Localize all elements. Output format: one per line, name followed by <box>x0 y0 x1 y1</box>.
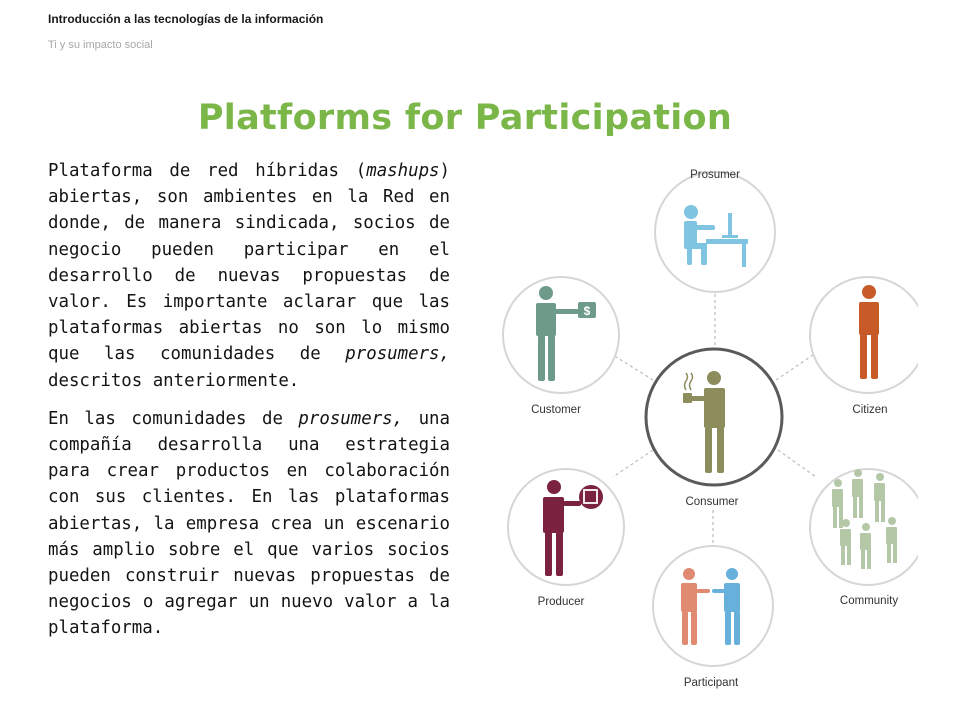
community-label: Community <box>839 595 899 607</box>
emphasized-term: prosumers, <box>345 344 450 365</box>
text-run: Plataforma de red híbridas ( <box>48 161 367 181</box>
node-circle <box>653 546 773 666</box>
slide-title: Platforms for Participation <box>197 98 733 138</box>
paragraph-prosumers <box>48 406 450 642</box>
node-circle <box>508 469 624 585</box>
text-run: una compañía desarrolla una estrategia para crear productos en colaboración con sus clientes. En las plataformas abiertas, la empresa crea un escenario más amplio sobre el que varios socios pueden construir nuevas propuestas de negocios o agregar un nuevo valor a la plataforma. <box>48 408 451 639</box>
course-header: Introducción a las tecnologías de la información <box>48 12 324 26</box>
producer-label: Producer <box>537 596 585 608</box>
consumer-label: Consumer <box>685 496 739 508</box>
customer-label: Customer <box>531 404 581 416</box>
node-circle <box>503 277 619 393</box>
course-subtitle: Ti y su impacto social <box>48 39 153 51</box>
connector-community <box>778 450 816 477</box>
connector-producer <box>613 450 653 477</box>
emphasized-term: prosumers, <box>298 408 404 429</box>
participation-diagram <box>498 155 918 700</box>
node-citizen <box>810 277 918 416</box>
node-community <box>810 469 918 607</box>
connector-citizen <box>776 355 813 380</box>
citizen-label: Citizen <box>852 404 888 416</box>
participant-label: Participant <box>683 677 739 689</box>
node-customer <box>503 277 619 416</box>
paragraph-platforms <box>48 158 450 394</box>
node-consumer <box>646 349 782 508</box>
node-prosumer <box>655 169 775 292</box>
emphasized-term: mashups <box>366 161 440 181</box>
text-run: En las comunidades de <box>48 408 299 429</box>
node-producer <box>508 469 624 608</box>
body-text <box>48 158 450 642</box>
node-participant <box>653 546 773 689</box>
connector-customer <box>613 355 653 380</box>
prosumer-label: Prosumer <box>690 169 740 181</box>
dollar-icon: $ <box>583 304 591 318</box>
text-run: descritos anteriormente. <box>48 370 300 391</box>
text-run: ) abiertas, son ambientes en la Red en donde, de manera sindicada, socios de negocio pueden participar en el desarrollo de nuevas propuestas de valor. Es importante aclarar que las plataformas abiertas no son lo mismo que las comunidades de <box>48 161 450 365</box>
node-circle <box>655 172 775 292</box>
